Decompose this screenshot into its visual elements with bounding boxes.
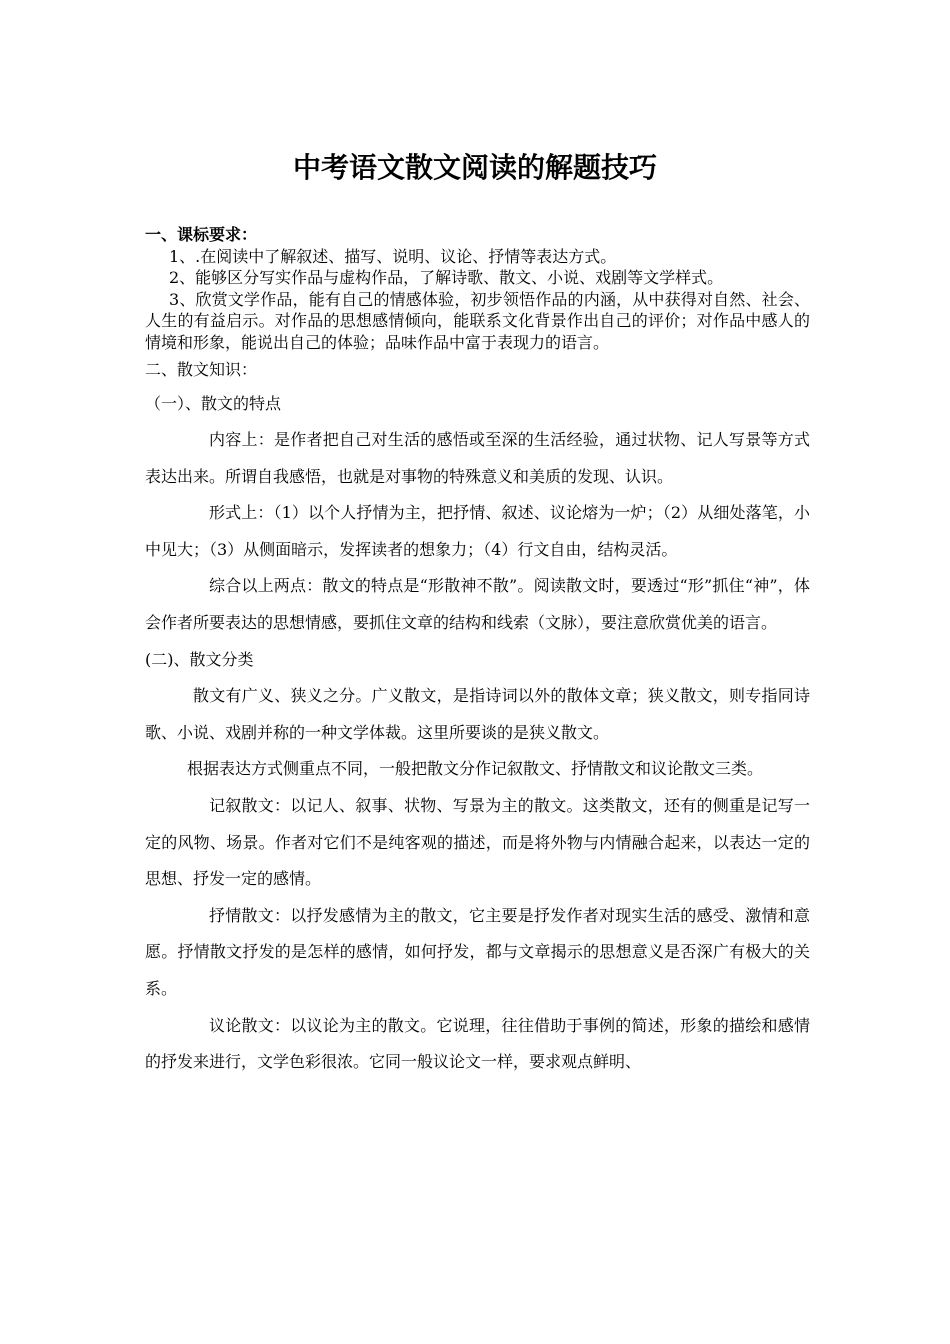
section1-item-2: 2、能够区分写实作品与虚构作品，了解诗歌、散文、小说、戏剧等文学样式。 xyxy=(169,268,724,287)
document-body xyxy=(145,224,810,1081)
sub1-paragraph-form: 形式上：（1）以个人抒情为主，把抒情、叙述、议论熔为一炉；（2）从细处落笔，小中见大；（3）从侧面暗示，发挥读者的想象力；（4）行文自由，结构灵活。 xyxy=(145,503,810,559)
section2-sub2-heading: (二)、散文分类 xyxy=(145,649,254,669)
sub2-paragraph-narrative: 记叙散文：以记人、叙事、状物、写景为主的散文。这类散文，还有的侧重是记写一定的风物、场景。作者对它们不是纯客观的描述，而是将外物与内情融合起来，以表达一定的思想、抒发一定的感情。 xyxy=(145,795,810,889)
sub2-paragraph-categories: 根据表达方式侧重点不同，一般把散文分作记叙散文、抒情散文和议论散文三类。 xyxy=(187,759,764,779)
sub2-paragraph-argumentative: 议论散文：以议论为主的散文。它说理，往往借助于事例的简述，形象的描绘和感情的抒发来进行，文学色彩很浓。它同一般议论文一样，要求观点鲜明、 xyxy=(145,1015,810,1072)
sub1-paragraph-content: 内容上：是作者把自己对生活的感悟或至深的生活经验，通过状物、记人写景等方式表达出来。所谓自我感悟，也就是对事物的特殊意义和美质的发现、认识。 xyxy=(145,430,810,486)
section2-sub1-heading: （一）、散文的特点 xyxy=(145,393,282,413)
section1-heading: 一、课标要求： xyxy=(145,225,258,244)
document-title: 中考语文散文阅读的解题技巧 xyxy=(292,151,657,184)
sub2-paragraph-lyrical: 抒情散文：以抒发感情为主的散文，它主要是抒发作者对现实生活的感受、激情和意愿。抒情散文抒发的是怎样的感情，如何抒发，都与文章揭示的思想意义是否深广有极大的关系。 xyxy=(145,905,810,998)
sub2-paragraph-definition: 散文有广义、狭义之分。广义散文，是指诗词以外的散体文章；狭义散文，则专指同诗歌、小说、戏剧并称的一种文学体裁。这里所要谈的是狭义散文。 xyxy=(145,686,810,742)
section1-item-1: 1、.在阅读中了解叙述、描写、说明、议论、抒情等表达方式。 xyxy=(169,246,617,266)
sub1-paragraph-summary: 综合以上两点：散文的特点是“形散神不散”。阅读散文时，要透过“形”抓住“神”，体会作者所要表达的思想情感，要抓住文章的结构和线索（文脉），要注意欣赏优美的语言。 xyxy=(145,576,810,632)
section1-item-3: 3、欣赏文学作品，能有自己的情感体验，初步领悟作品的内涵，从中获得对自然、社会、人生的有益启示。对作品的思想感情倾向，能联系文化背景作出自己的评价；对作品中感人的情境和形象，能说出自己的体验；品味作品中富于表现力的语言。 xyxy=(145,289,810,352)
section2-heading: 二、散文知识： xyxy=(145,360,258,379)
